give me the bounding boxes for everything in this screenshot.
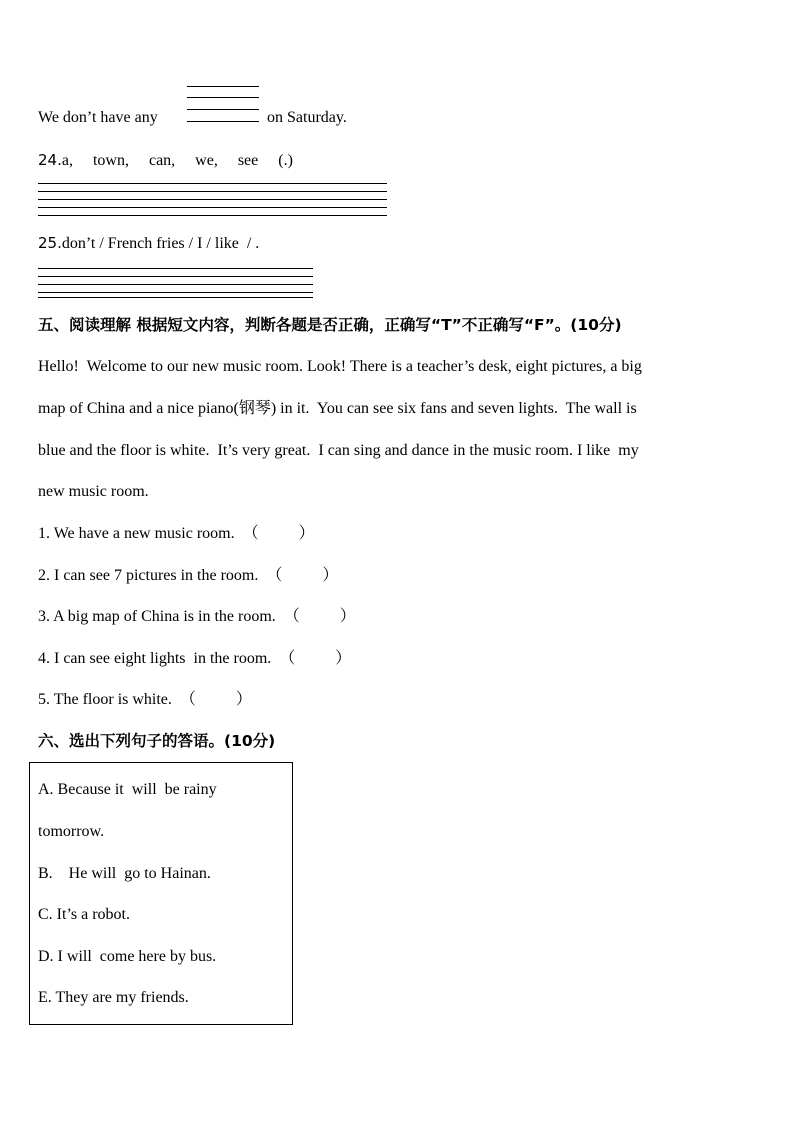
- q25-answer-line-5: [38, 297, 313, 298]
- option-a-line-1: A. Because it will be rainy: [38, 781, 217, 798]
- question-3-bracket[interactable]: （ ）: [283, 608, 356, 625]
- answer-blank-line-1: [187, 86, 259, 87]
- question-1: [38, 524, 315, 544]
- question-2: [38, 566, 338, 586]
- question-3: [38, 607, 356, 627]
- passage-line-2: map of China and a nice piano(钢琴) in it. You can see six fans and seven lights. The wall is: [38, 400, 637, 417]
- q25-line: [38, 233, 259, 254]
- answer-blank-line-4: [187, 121, 259, 122]
- question-4: [38, 649, 351, 669]
- question-1-text: 1. We have a new music room.: [38, 525, 235, 542]
- passage-line-3: blue and the floor is white. It’s very great. I can sing and dance in the music room. I like my: [38, 442, 639, 459]
- question-1-bracket[interactable]: （ ）: [242, 525, 315, 542]
- question-4-text: 4. I can see eight lights in the room.: [38, 650, 272, 667]
- q25-number: 25.: [38, 234, 62, 252]
- question-4-bracket[interactable]: （ ）: [279, 650, 352, 667]
- answer-options-box: [29, 762, 293, 1025]
- q24-words: a, town, can, we, see (.): [61, 152, 293, 169]
- q25-words: don’t / French fries / I / like / .: [61, 235, 260, 252]
- q24-line: [38, 150, 293, 171]
- q24-answer-line-5: [38, 215, 387, 216]
- q23-before-text: We don’t have any: [38, 109, 158, 126]
- section6-heading: 六、选出下列句子的答语。(10分): [38, 732, 276, 750]
- answer-blank-line-2: [187, 97, 259, 98]
- question-5-bracket[interactable]: （ ）: [179, 691, 252, 708]
- q24-answer-line-3: [38, 199, 387, 200]
- q24-answer-line-2: [38, 191, 387, 192]
- question-5-text: 5. The floor is white.: [38, 691, 172, 708]
- option-b: B. He will go to Hainan.: [38, 865, 211, 882]
- q24-number: 24.: [38, 151, 62, 169]
- section5-heading: 五、阅读理解 根据短文内容，判断各题是否正确，正确写“T”不正确写“F”。(10分): [38, 316, 622, 334]
- q23-after-text: on Saturday.: [267, 109, 347, 126]
- question-2-bracket[interactable]: （ ）: [266, 567, 339, 584]
- question-5: [38, 690, 252, 710]
- q25-answer-line-2: [38, 276, 313, 277]
- answer-blank-line-3: [187, 109, 259, 110]
- q24-answer-line-4: [38, 207, 387, 208]
- q25-answer-line-4: [38, 292, 313, 293]
- q25-answer-line-3: [38, 284, 313, 285]
- option-a-line-2: tomorrow.: [38, 823, 105, 840]
- option-c: C. It’s a robot.: [38, 906, 130, 923]
- question-2-text: 2. I can see 7 pictures in the room.: [38, 567, 259, 584]
- passage-line-4: new music room.: [38, 483, 149, 500]
- passage-line-1: Hello! Welcome to our new music room. Look! There is a teacher’s desk, eight pictures, a big: [38, 358, 642, 375]
- option-e: E. They are my friends.: [38, 989, 189, 1006]
- q25-answer-line-1: [38, 268, 313, 269]
- question-3-text: 3. A big map of China is in the room.: [38, 608, 276, 625]
- option-d: D. I will come here by bus.: [38, 948, 217, 965]
- q24-answer-line-1: [38, 183, 387, 184]
